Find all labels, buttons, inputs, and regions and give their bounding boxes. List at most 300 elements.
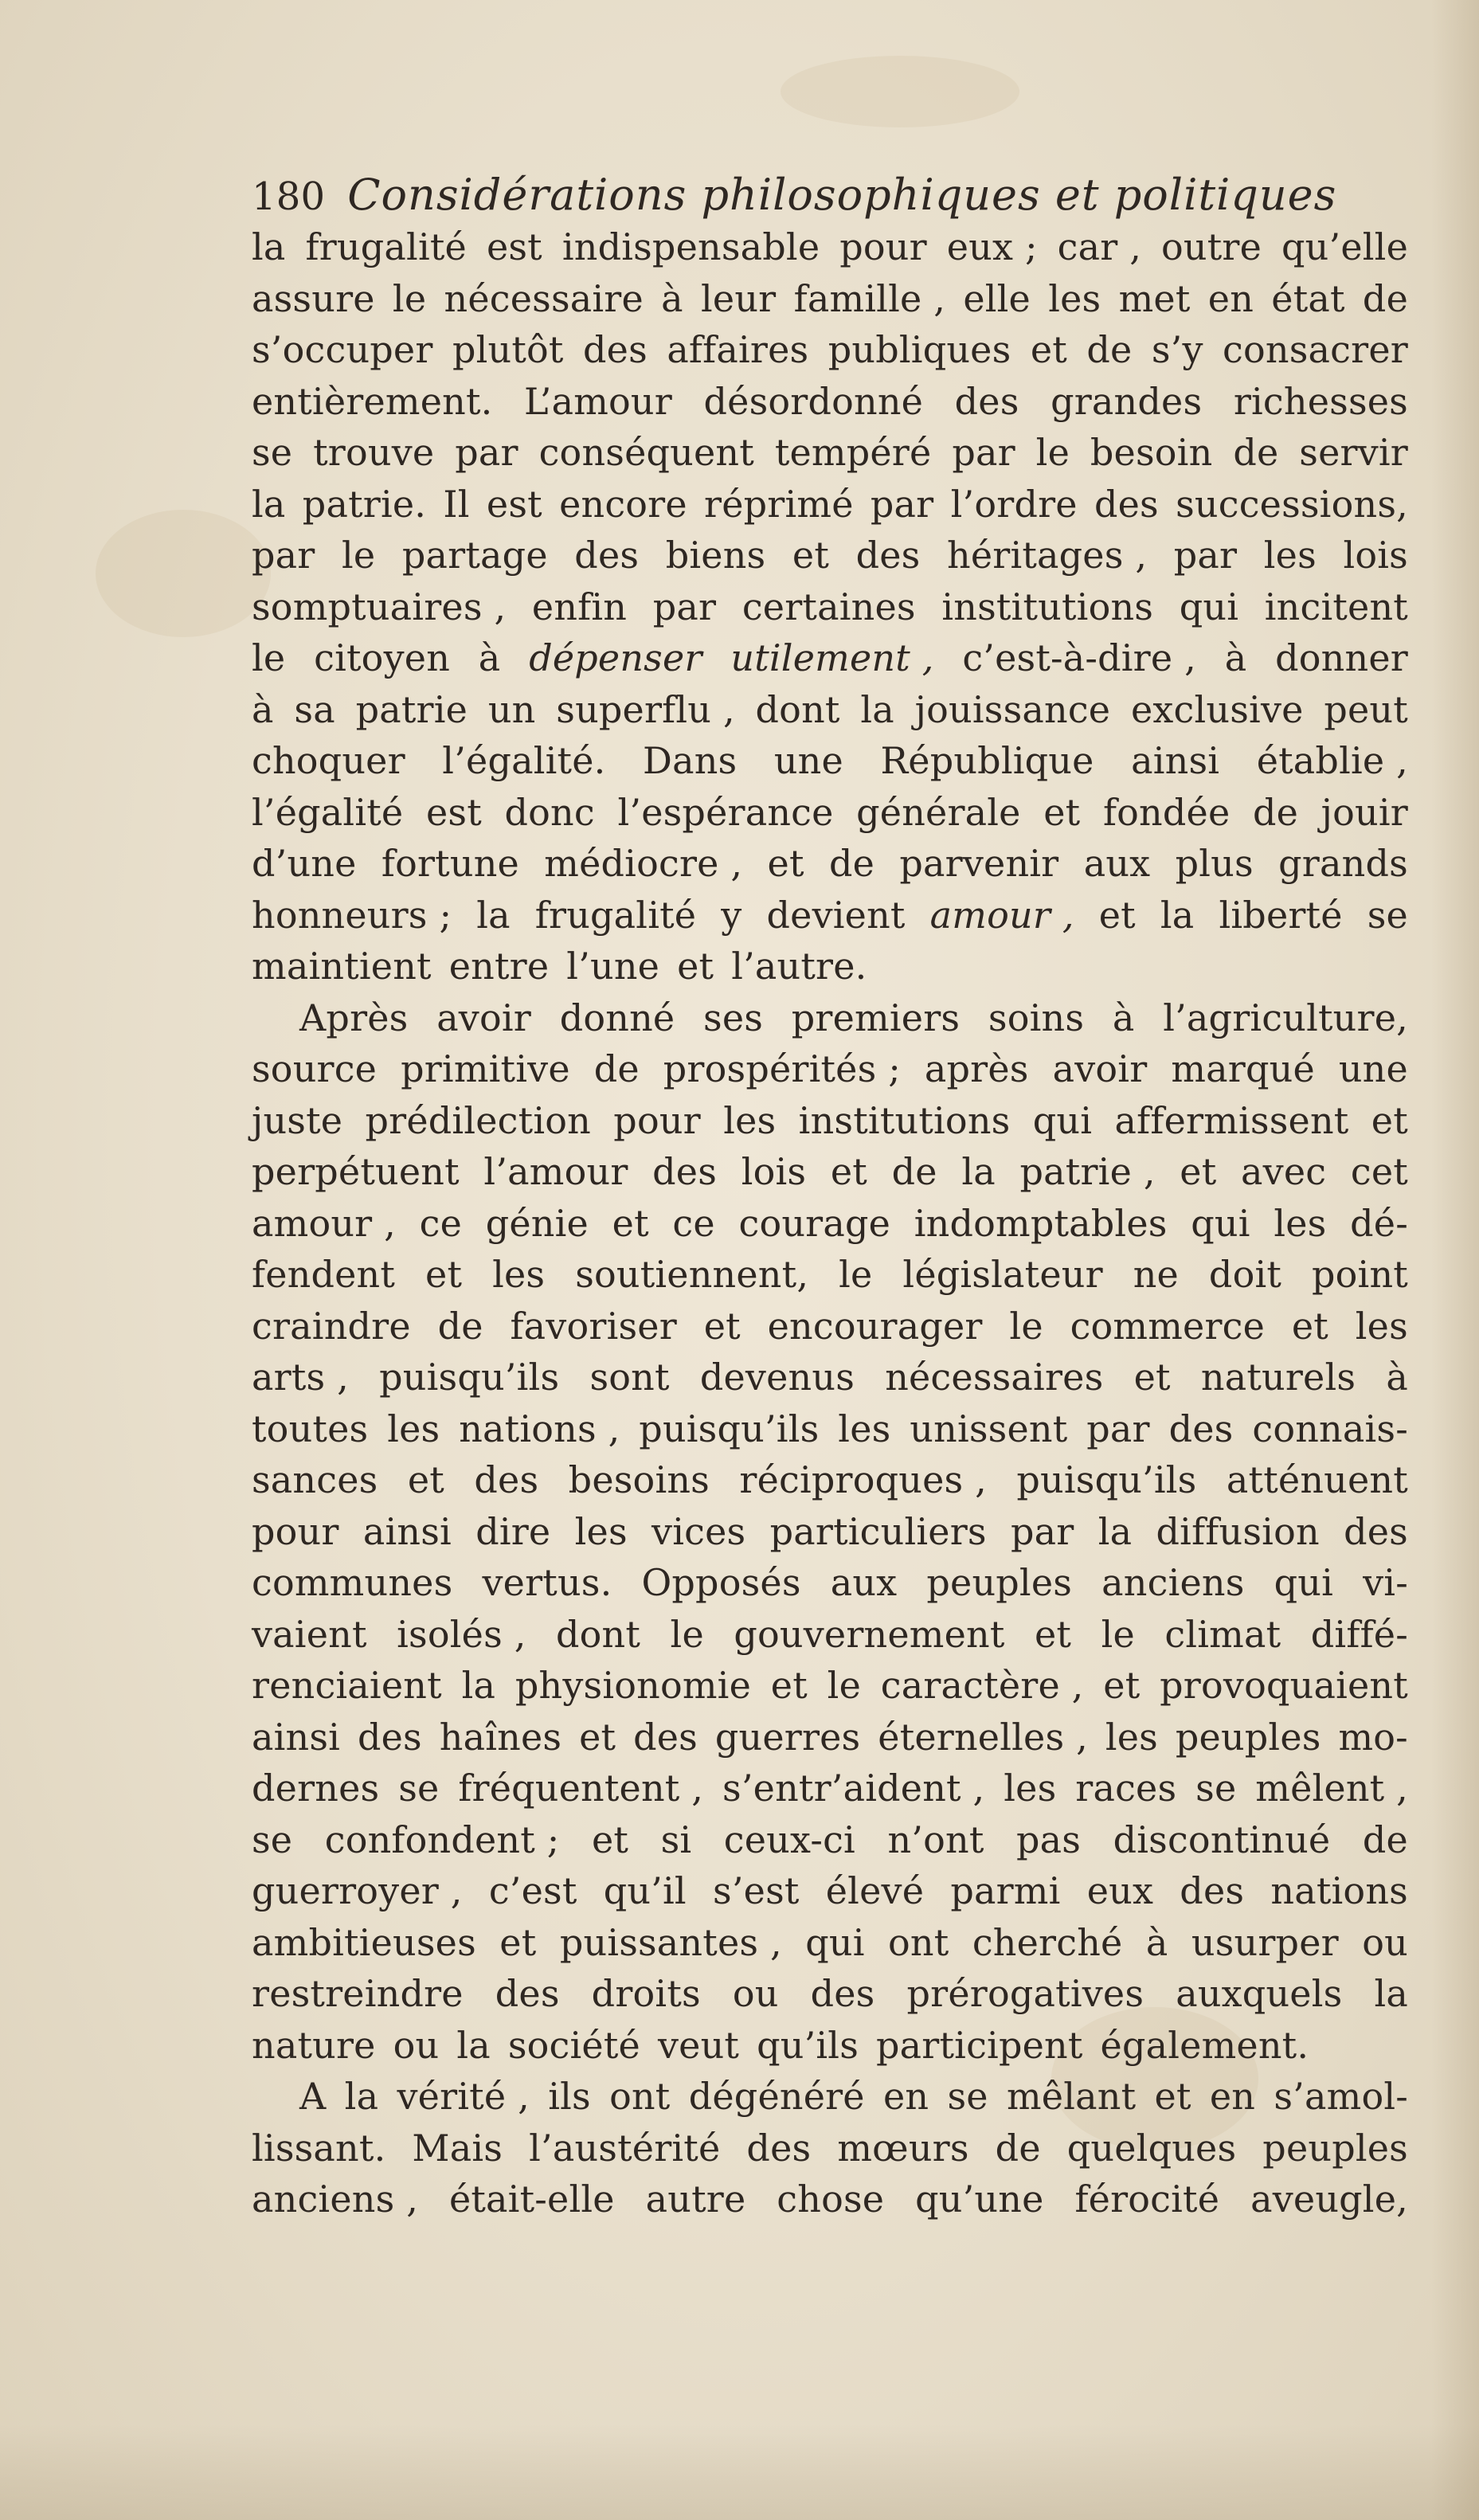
word: de [1086,328,1133,371]
word: aux [830,1561,898,1604]
text-line [252,992,1408,1044]
page-edge-shadow [1431,0,1479,2520]
word: désordonné [703,379,924,423]
word: République [880,739,1094,782]
word: atténuent [1226,1458,1408,1501]
word: et [1154,2075,1191,2118]
word: est [425,790,482,834]
word: se [947,2075,988,2118]
word: mêlent , [1255,1767,1408,1810]
word: qui [1179,585,1239,628]
text-line [252,1968,1408,2020]
word: avec [1241,1150,1327,1193]
word: et [1098,893,1136,937]
word: anciens [1101,1561,1245,1604]
word: des [583,328,648,371]
word: L’amour [524,379,672,423]
text-line [252,1043,1408,1095]
text-line [252,684,1408,736]
word: donc [504,790,595,834]
word: législateur [902,1253,1103,1296]
word: chose [777,2178,885,2221]
word: dé- [1350,1201,1408,1245]
word: premiers [791,996,961,1039]
word: des [855,534,921,577]
word: des [1344,1509,1408,1553]
word: communes [252,1561,453,1604]
word: les [1004,1767,1057,1810]
word: à [1224,636,1247,679]
word: lois [1343,534,1408,577]
word: générale [856,790,1021,834]
word: ont [888,1920,949,1964]
word: source [252,1047,378,1090]
word: était-elle [448,2178,615,2221]
word: à [252,687,274,731]
word: doit [1208,1253,1282,1296]
word: qu’ils [757,2023,859,2067]
word: Après [299,996,409,1039]
word: ainsi [1131,739,1220,782]
word: médiocre , [544,842,743,885]
word: patrie. [302,482,427,526]
word: diffusion [1156,1509,1320,1553]
word: par [455,431,518,474]
word: dont [556,1612,641,1656]
word: le [1009,1304,1043,1348]
word: la [961,1150,996,1193]
word: élevé [825,1869,925,1912]
word: fondée [1102,790,1231,834]
word: par [1086,1407,1150,1450]
word: se [252,1818,293,1861]
paper-stain [96,510,271,637]
word: Opposés [641,1561,801,1604]
word: vaient [252,1612,367,1656]
word: toutes [252,1407,369,1450]
word: et [425,1253,463,1296]
word: la [1098,1509,1133,1553]
text-line [252,890,1408,941]
word: et [1180,1150,1217,1193]
word: et [499,1920,537,1964]
word: honneurs ; [252,893,452,937]
word: et [830,1150,867,1193]
word: patrie [355,687,468,731]
word: des [652,1150,718,1193]
word: se [398,1767,440,1810]
word: les [1355,1304,1408,1348]
word: par [1010,1509,1074,1553]
word: et [1043,790,1081,834]
word: la [344,2075,379,2118]
word: l’ordre [950,482,1078,526]
word: courage [738,1201,891,1245]
word: nations , [459,1407,620,1450]
word: anciens , [252,2178,419,2221]
word: Mais [412,2126,503,2170]
word: se [252,431,293,474]
word: le [392,276,427,320]
word: certaines [741,585,916,628]
word: confondent ; [324,1818,560,1861]
word: encore [559,482,687,526]
word: de [995,2126,1041,2170]
word: les [387,1407,440,1450]
word: trouve [313,431,435,474]
word: nécessaires [885,1356,1104,1399]
word: affaires [667,328,809,371]
word: publiques [828,328,1011,371]
word: génie [485,1201,589,1245]
word: particuliers [769,1509,987,1553]
word: la [1374,1972,1408,2015]
word: et [1035,1612,1072,1656]
word: réprimé [704,482,854,526]
word: auxquels [1176,1972,1343,2015]
word: les [1274,1201,1327,1245]
word: sances [252,1458,378,1501]
word: somptuaires , [252,585,507,628]
word: pour [839,225,927,268]
word: grands [1278,842,1408,885]
word: guerres [714,1715,861,1759]
word: donner [1275,636,1408,679]
word: avoir [1052,1047,1148,1090]
word: veut [657,2023,740,2067]
word: réciproques , [739,1458,987,1501]
word: exclusive [1130,687,1304,731]
word: les [492,1253,546,1296]
word: amour , [252,1201,396,1245]
word: citoyen [314,636,451,679]
text-line [252,2123,1408,2174]
word: peuples [1262,2126,1408,2170]
word: peut [1324,687,1408,731]
word: l’amour [483,1150,628,1193]
word: une [773,739,843,782]
word: renciaient [252,1664,442,1707]
word: et [767,842,804,885]
word: usurper [1191,1920,1339,1964]
text-line [252,1095,1408,1147]
word: devient [766,893,906,937]
word: l’autre. [731,945,867,988]
word: héritages , [947,534,1148,577]
word: puisqu’ils [639,1407,820,1450]
word: fréquentent , [458,1767,704,1810]
text-line [252,1198,1408,1250]
text-line [252,1301,1408,1352]
text-line [252,324,1408,376]
word: partage [401,534,548,577]
text-line [252,1352,1408,1403]
word: unissent [910,1407,1068,1450]
word: eux [1086,1869,1154,1912]
word: et [770,1664,808,1707]
word: de [1252,790,1299,834]
word: arts , [252,1356,349,1399]
word: quelques [1066,2126,1237,2170]
word: tempéré [774,431,932,474]
word: isolés , [397,1612,526,1656]
word: par [252,534,315,577]
word: un [487,687,536,731]
text-line [252,1557,1408,1609]
word: pour [252,1509,339,1553]
word: ils [548,2075,591,2118]
word: dont [755,687,840,731]
word: prérogatives [906,1972,1144,2015]
word: ont [609,2075,671,2118]
word: et [1291,1304,1328,1348]
word: participent [876,2023,1083,2067]
word: par [652,585,717,628]
word: ainsi [362,1509,452,1553]
word: nécessaire [444,276,644,320]
word: soins [988,996,1085,1039]
word: férocité [1074,2178,1220,2221]
word: qu’une [915,2178,1044,2221]
word: ou [393,2023,440,2067]
word: de [828,842,875,885]
word: des [1094,482,1159,526]
word: de [593,1047,640,1090]
word: diffé- [1310,1612,1408,1656]
running-title: Considérations philosophiques et politiques [347,170,1337,220]
word: ou [1362,1920,1408,1964]
word: outre [1161,225,1262,268]
word: institutions [798,1098,1011,1142]
word: l’agriculture, [1163,996,1408,1039]
word: pour [613,1098,701,1142]
word: vices [651,1509,746,1553]
text-line [252,787,1408,839]
word: indispensable [561,225,820,268]
text-line [252,1917,1408,1969]
word: des [746,2126,812,2170]
word: soutiennent, [575,1253,809,1296]
word: incitent [1264,585,1408,628]
word: ses [703,996,764,1039]
word: et [612,1201,649,1245]
text-line [252,530,1408,581]
word: primitive [401,1047,570,1090]
word: autre [645,2178,746,2221]
word: peuples [926,1561,1073,1604]
word: et [703,1304,741,1348]
word: à [1112,996,1135,1039]
word: vi- [1363,1561,1408,1604]
body-text [252,221,1408,2225]
text-line [252,2071,1408,2123]
word: état [1271,276,1345,320]
word: institutions [941,585,1154,628]
text-line [252,1506,1408,1558]
word: la [456,2023,491,2067]
word: craindre [252,1304,411,1348]
word: des [1168,1407,1234,1450]
word: et [591,1818,629,1861]
word: lois [741,1150,807,1193]
word: de [437,1304,483,1348]
word: besoins [568,1458,710,1501]
word: amour , [929,893,1074,937]
word: la [252,482,286,526]
word: elle [963,276,1031,320]
word: haînes [439,1715,562,1759]
text-line [252,1146,1408,1198]
word: l’austérité [529,2126,721,2170]
text-line [252,735,1408,787]
word: gouvernement [734,1612,1005,1656]
word: fendent [252,1253,396,1296]
word: puissantes , [559,1920,782,1964]
word: les [1263,534,1317,577]
word: à [1145,1920,1168,1964]
word: en [1209,2075,1256,2118]
word: c’est [488,1869,577,1912]
word: conséquent [538,431,754,474]
word: des [633,1715,698,1759]
word: par [952,431,1015,474]
word: le [1101,1612,1135,1656]
page-bottom-shadow [0,2424,1479,2520]
word: pas [1016,1818,1082,1861]
word: provoquaient [1160,1664,1408,1707]
text-line [252,1660,1408,1712]
word: ainsi [252,1715,341,1759]
word: de [1362,1818,1408,1861]
word: connais- [1252,1407,1408,1450]
word: ambitieuses [252,1920,476,1964]
word: est [486,225,542,268]
word: cet [1350,1150,1408,1193]
word: la [1160,893,1195,937]
word: des [357,1715,422,1759]
word: successions, [1176,482,1408,526]
text-line [252,941,1408,992]
word: la [252,225,286,268]
word: la [860,687,894,731]
word: et [677,945,714,988]
word: et [407,1458,444,1501]
word: se [1367,893,1408,937]
word: et [1133,1356,1171,1399]
word: donné [559,996,675,1039]
word: établie , [1256,739,1408,782]
word: dire [475,1509,551,1553]
word: le [827,1664,862,1707]
word: naturels [1200,1356,1356,1399]
word: qui [805,1920,865,1964]
word: frugalité [305,225,467,268]
word: encourager [767,1304,983,1348]
word: droits [591,1972,701,2015]
word: et [792,534,830,577]
word: Il [443,482,470,526]
word: ne [1133,1253,1179,1296]
word: climat [1164,1612,1281,1656]
word: ce [672,1201,715,1245]
word: des [810,1972,875,2015]
word: s’occuper [252,328,433,371]
word: leur [701,276,777,320]
word: l’espérance [617,790,834,834]
text-line [252,2174,1408,2225]
word: en [1207,276,1254,320]
word: prédilection [365,1098,591,1142]
word: peuples [1175,1715,1321,1759]
word: enfin [531,585,628,628]
text-block [252,169,1408,2225]
word: à [478,636,501,679]
word: dégénéré [688,2075,865,2118]
word: avoir [436,996,531,1039]
word: l’une [566,945,660,988]
word: qui [1191,1201,1250,1245]
word: point [1312,1253,1408,1296]
word: ou [732,1972,779,2015]
text-line [252,1403,1408,1455]
text-line [252,2020,1408,2072]
word: vérité , [397,2075,530,2118]
word: jouissance [914,687,1111,731]
word: et [1371,1098,1408,1142]
word: des [574,534,640,577]
word: jouir [1321,790,1408,834]
word: commerce [1070,1304,1266,1348]
word: s’amol- [1274,2075,1408,2118]
word: entre [448,945,550,988]
word: les [1048,276,1101,320]
paper-stain [781,56,1019,127]
word: de [1233,431,1279,474]
word: indomptables [914,1201,1168,1245]
word: plutôt [452,328,564,371]
text-line [252,1609,1408,1661]
word: consacrer [1223,328,1408,371]
text-line [252,1454,1408,1506]
text-line [252,838,1408,890]
word: s’y [1151,328,1203,371]
word: les [723,1098,777,1142]
word: liberté [1219,893,1343,937]
word: utilement , [730,636,934,679]
word: le [839,1253,873,1296]
running-head [252,169,1408,221]
word: juste [252,1098,343,1142]
word: aux [1083,842,1151,885]
word: la [461,1664,496,1707]
word: des [1180,1869,1245,1912]
word: des [474,1458,539,1501]
word: le [342,534,376,577]
word: une [1338,1047,1408,1090]
word: de [891,1150,937,1193]
text-line [252,427,1408,479]
word: des [954,379,1019,423]
word: dernes [252,1767,380,1810]
word: les [1105,1715,1158,1759]
word: société [507,2023,640,2067]
word: s’est [713,1869,800,1912]
word: y [721,893,742,937]
word: favoriser [510,1304,677,1348]
text-line [252,1712,1408,1763]
word: et [579,1715,616,1759]
word: ceux-ci [723,1818,855,1861]
